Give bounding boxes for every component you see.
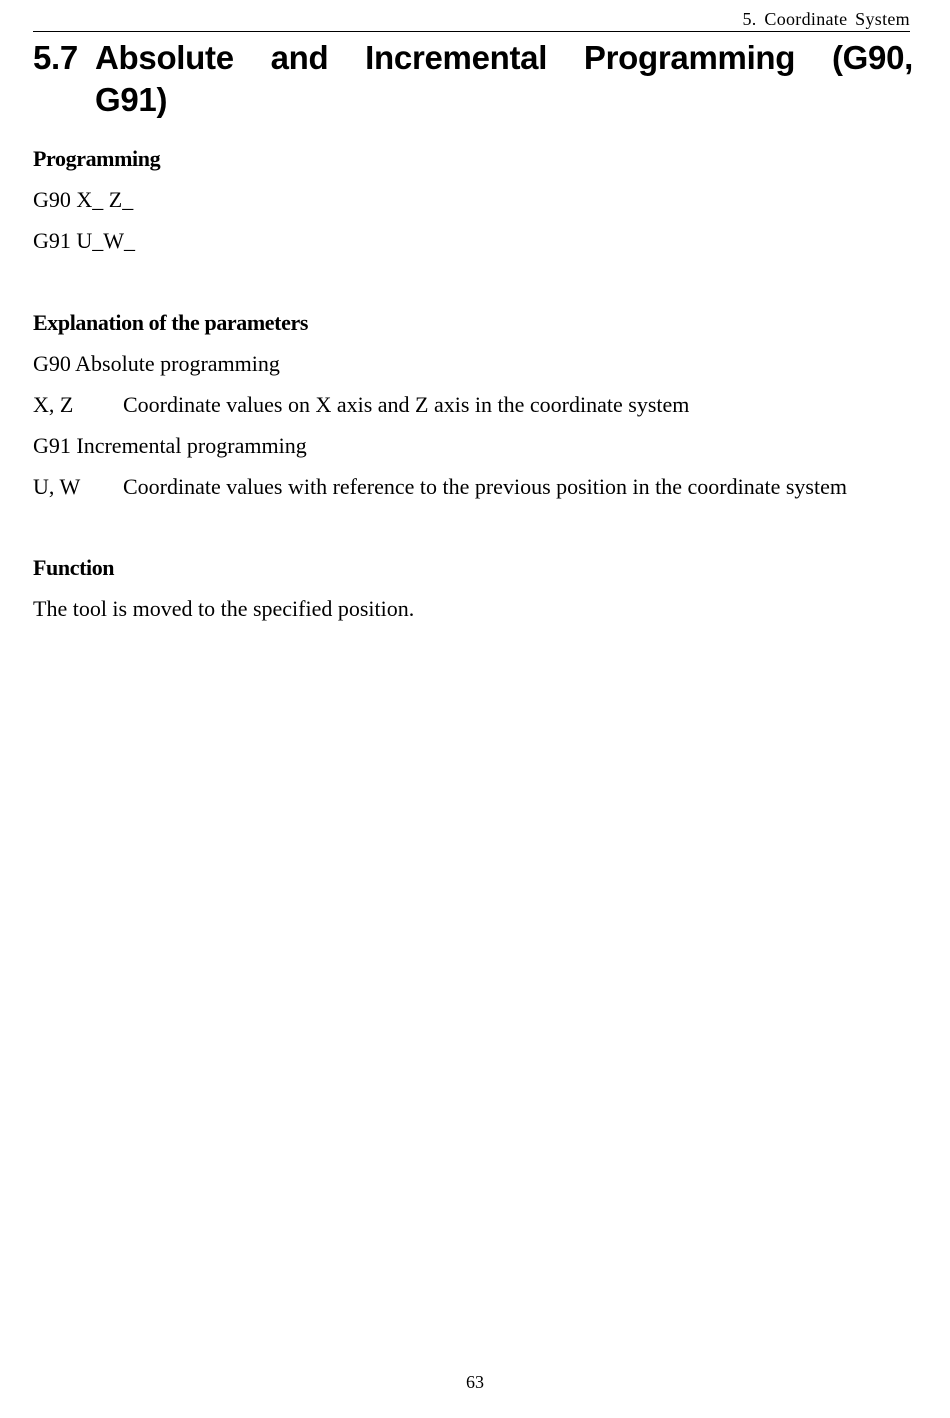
- param-desc-uw: Coordinate values with reference to the previous position in the coordinate system: [123, 474, 847, 499]
- programming-heading: Programming: [33, 146, 161, 171]
- param-desc-xz: Coordinate values on X axis and Z axis in the coordinate system: [123, 392, 690, 417]
- programming-line-g90: G90 X_ Z_: [33, 187, 134, 212]
- section-title-line2: G91): [95, 81, 168, 118]
- parameters-heading: Explanation of the parameters: [33, 310, 308, 335]
- function-text: The tool is moved to the specified position.: [33, 596, 415, 621]
- param-row-uw: [33, 474, 847, 500]
- param-term-uw: U, W: [33, 474, 81, 499]
- param-row-xz: [33, 392, 689, 418]
- param-term-xz: X, Z: [33, 392, 74, 417]
- param-g90-label: G90 Absolute programming: [33, 351, 280, 376]
- param-g91-label: G91 Incremental programming: [33, 433, 307, 458]
- running-header: 5. Coordinate System: [33, 7, 910, 32]
- function-heading: Function: [33, 555, 115, 580]
- page-number: 63: [466, 1372, 484, 1392]
- section-title-line1: Absolute and Incremental Programming (G90,: [95, 39, 913, 76]
- programming-line-g91: G91 U_W_: [33, 228, 136, 253]
- section-number: 5.7: [33, 39, 78, 76]
